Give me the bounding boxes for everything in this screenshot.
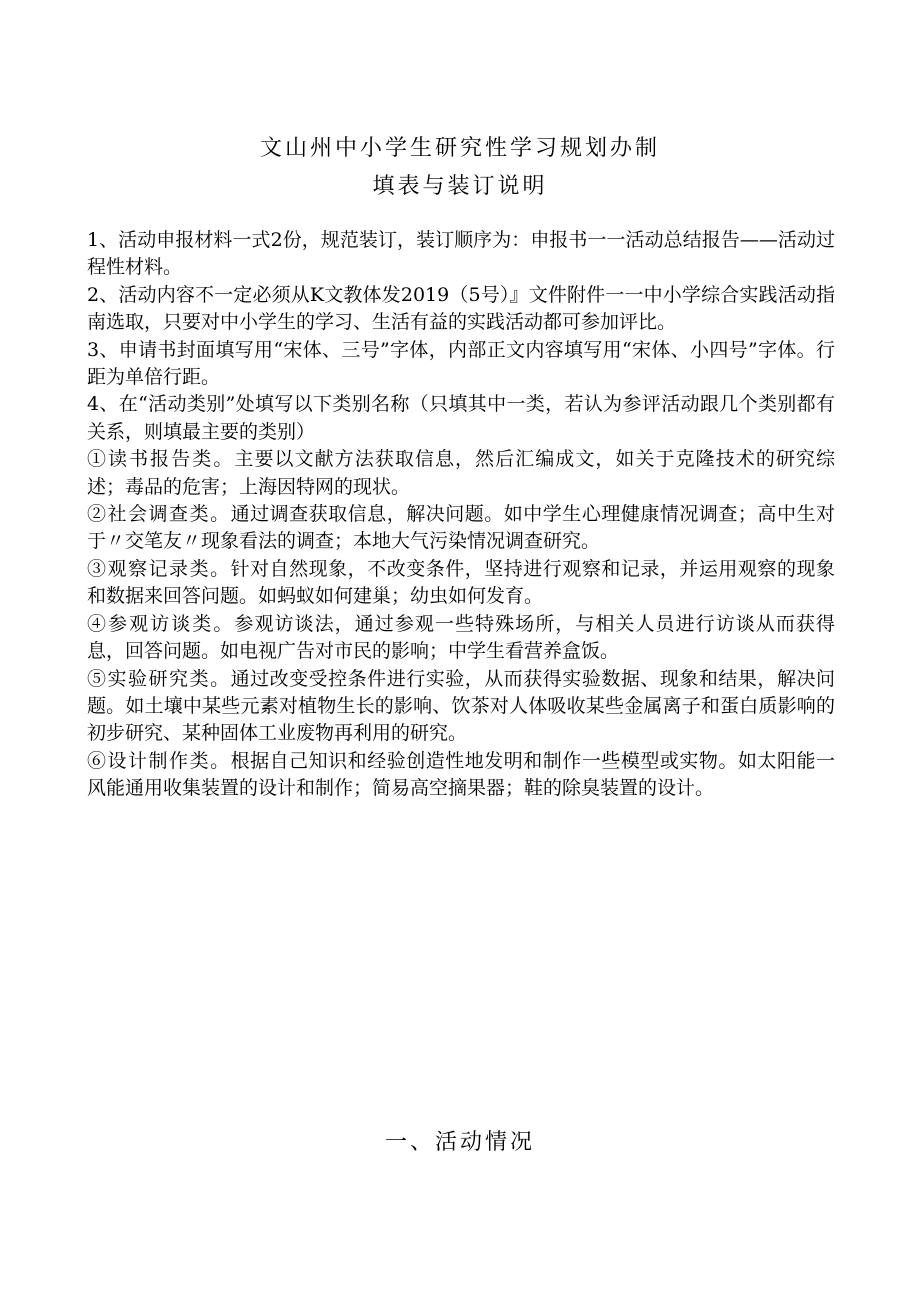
instruction-item-1: 1、活动申报材料一式2份，规范装订，装订顺序为：申报书一一活动总结报告——活动过程性材料。 bbox=[87, 229, 835, 279]
category-description: 针对自然现象，不改变条件，坚持进行观察和记录，并运用观察的现象和数据来回答问题。如蚂蚁如何建巢；幼虫如何发育。 bbox=[87, 557, 835, 608]
category-name: ③观察记录类。 bbox=[87, 557, 231, 580]
category-name: ④参观访谈类。 bbox=[87, 612, 235, 635]
category-item-observation bbox=[87, 556, 835, 611]
category-name: ②社会调查类。 bbox=[87, 503, 231, 526]
instructions-body bbox=[87, 227, 835, 803]
instruction-item-2: 2、活动内容不一定必须从K文教体发2019（5号）』文件附件一一中小学综合实践活动指南选取，只要对中小学生的学习、生活有益的实践活动都可参加评比。 bbox=[87, 283, 835, 334]
category-description: 参观访谈法，通过参观一些特殊场所，与相关人员进行访谈从而获得息，回答问题。如电视广告对市民的影响；中学生看营养盒饭。 bbox=[87, 612, 835, 663]
category-name: ①读书报告类。 bbox=[87, 448, 235, 471]
category-item-design-make bbox=[87, 748, 835, 803]
category-name: ⑥设计制作类。 bbox=[87, 749, 231, 772]
category-description: 根据自己知识和经验创造性地发明和制作一些模型或实物。如太阳能一风能通用收集装置的设计和制作；简易高空摘果器；鞋的除臭装置的设计。 bbox=[87, 749, 835, 800]
instruction-item-4: 4、在“活动类别”处填写以下类别名称（只填其中一类，若认为参评活动跟几个类别都有关系，则填最主要的类别） bbox=[87, 393, 835, 443]
category-item-experiment bbox=[87, 666, 835, 748]
category-name: ⑤实验研究类。 bbox=[87, 667, 231, 690]
category-description: 主要以文献方法获取信息，然后汇编成文，如关于克隆技术的研究综述；毒品的危害；上海因特网的现状。 bbox=[87, 448, 835, 498]
document-subtitle: 填表与装订说明 bbox=[372, 174, 548, 199]
category-item-reading-report bbox=[87, 446, 835, 501]
section-heading: 一、活动情况 bbox=[384, 1130, 535, 1155]
document-title: 文山州中小学生研究性学习规划办制 bbox=[259, 136, 660, 161]
category-description: 通过调查获取信息，解决问题。如中学生心理健康情况调查；高中生对于〃交笔友〃现象看法的调查；本地大气污染情况调查研究。 bbox=[87, 503, 835, 553]
category-description: 通过改变受控条件进行实验，从而获得实验数据、现象和结果，解决问题。如土壤中某些元素对植物生长的影响、饮茶对人体吸收某些金属离子和蛋白质影响的初步研究、某种固体工业废物再利用的研究。 bbox=[87, 667, 835, 745]
instruction-item-3: 3、申请书封面填写用“宋体、三号”字体，内部正文内容填写用“宋体、小四号”字体。行距为单倍行距。 bbox=[87, 338, 835, 389]
category-item-social-survey bbox=[87, 501, 835, 556]
category-item-visit-interview bbox=[87, 611, 835, 666]
